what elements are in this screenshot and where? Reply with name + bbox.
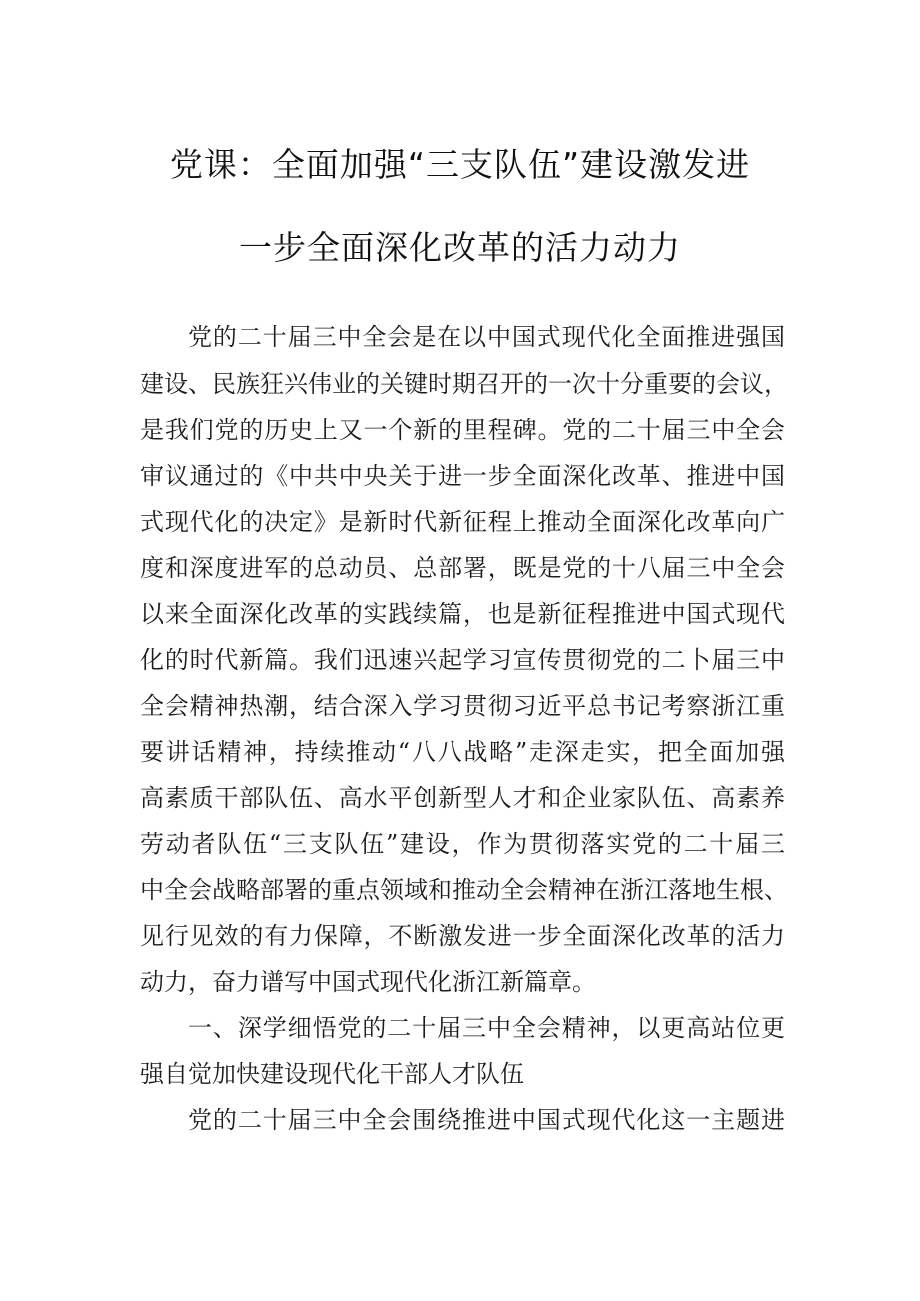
paragraph-1-line: 度和深度进军的总动员、总部署，既是党的十八届三中全会 [140, 554, 785, 582]
paragraph-2-line: 党的二十届三中全会围绕推进中国式现代化这一主题进 [188, 1106, 785, 1134]
paragraph-1-line: 以来全面深化改革的实践续篇，也是新征程推进中国式现代 [140, 600, 785, 628]
paragraph-1-line: 建设、民族狂兴伟业的关键时期召开的一次十分重要的会议， [140, 370, 788, 398]
section-heading-line: 一、深学细悟党的二十届三中全会精神，以更高站位更 [188, 1014, 785, 1042]
paragraph-1-line: 化的时代新篇。我们迅速兴起学习宣传贯彻党的二卜届三中 [140, 646, 785, 674]
paragraph-1-line: 见行见效的有力保障，不断激发进一步全面深化改革的活力 [140, 922, 785, 950]
document-title-line-1: 党课：全面加强“三支队伍”建设激发进 [169, 145, 751, 184]
paragraph-1-line: 要讲话精神，持续推动“八八战略”走深走实，把全面加强 [140, 738, 785, 766]
paragraph-1-line: 全会精神热潮，结合深入学习贯彻习近平总书记考察浙江重 [140, 692, 785, 720]
section-heading-line: 强自觉加快建设现代化干部人才队伍 [140, 1060, 524, 1088]
document-title-line-2: 一步全面深化改革的活力动力 [239, 228, 681, 267]
paragraph-1-line: 高素质干部队伍、高水平创新型人才和企业家队伍、高素养 [140, 784, 785, 812]
paragraph-1-line: 式现代化的决定》是新时代新征程上推动全面深化改革向广 [140, 508, 785, 536]
paragraph-1-line: 党的二十届三中全会是在以中国式现代化全面推进强国 [188, 323, 785, 351]
paragraph-1-line: 中全会战略部署的重点领域和推动全会精神在浙江落地生根、 [140, 876, 788, 904]
paragraph-1-line: 审议通过的《中共中央关于进一步全面深化改革、推进中国 [140, 462, 785, 490]
paragraph-1-line: 是我们党的历史上又一个新的里程碑。党的二十届三中全会 [140, 416, 785, 444]
paragraph-1-line: 动力，奋力谱写中国式现代化浙江新篇章。 [140, 968, 596, 996]
paragraph-1-line: 劳动者队伍“三支队伍”建设，作为贯彻落实党的二十届三 [140, 830, 785, 858]
